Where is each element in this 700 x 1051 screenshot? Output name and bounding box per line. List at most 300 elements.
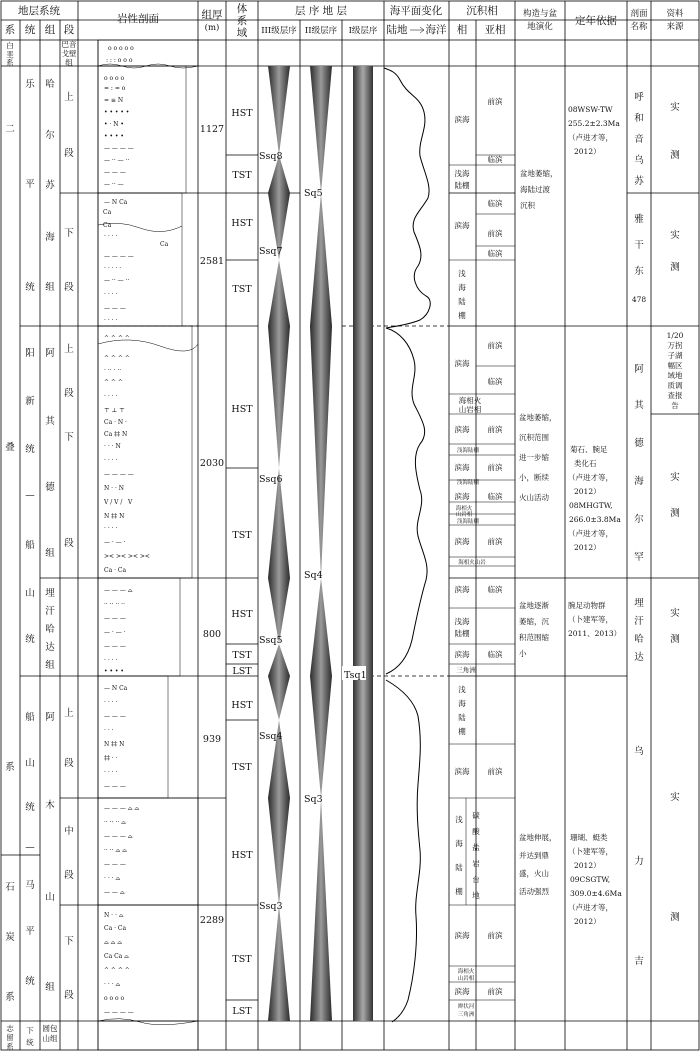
svg-text:（卢进才等，: （卢进才等， (568, 529, 613, 538)
svg-text:·· ·· ·· ⌓: ·· ·· ·· ⌓ (104, 819, 126, 826)
svg-text:新: 新 (25, 396, 35, 407)
header-tract-3: 域 (236, 27, 248, 39)
svg-text:浅: 浅 (458, 269, 466, 278)
svg-text:实: 实 (670, 102, 680, 113)
svg-text:下: 下 (64, 228, 74, 239)
svg-text:滨海: 滨海 (454, 425, 470, 434)
thickness-aqide: 2030 (199, 458, 225, 469)
svg-text:浅海: 浅海 (454, 617, 470, 626)
svg-text:棚: 棚 (458, 727, 466, 736)
svg-text:盆地萎缩，: 盆地萎缩， (519, 413, 557, 422)
svg-text:临滨: 临滨 (487, 377, 503, 386)
svg-text:海: 海 (45, 232, 55, 243)
svg-text:下: 下 (64, 936, 74, 947)
svg-text:· · · ·: · · · · (104, 525, 118, 532)
header-seq1: I级层序 (348, 26, 378, 36)
svg-text:系: 系 (6, 58, 14, 67)
svg-text:HST: HST (231, 218, 253, 229)
svg-text:· · · ⌓: · · · ⌓ (104, 875, 121, 882)
svg-text:系: 系 (6, 1042, 14, 1051)
header-seq2: II级层序 (304, 26, 338, 36)
svg-text:哈: 哈 (45, 624, 55, 635)
svg-text:积范围缩: 积范围缩 (519, 633, 549, 642)
svg-text:= ≡ N: = ≡ N (104, 97, 124, 104)
svg-text:· · · ·: · · · · (104, 393, 118, 400)
svg-text:统: 统 (25, 976, 35, 987)
svg-text:汗: 汗 (634, 616, 644, 627)
svg-text:N ‡‡ N: N ‡‡ N (104, 513, 125, 520)
svg-text:统: 统 (25, 444, 35, 455)
svg-text:东: 东 (634, 266, 644, 277)
svg-text:中: 中 (64, 826, 74, 837)
svg-text:— — — —: — — — — (104, 1009, 134, 1016)
svg-text:478: 478 (631, 295, 647, 304)
svg-text:• • • •: • • • • (104, 133, 124, 140)
svg-text:巴音: 巴音 (61, 40, 77, 49)
svg-text:达: 达 (634, 652, 644, 663)
svg-text:实: 实 (670, 472, 680, 483)
svg-text:08WSW-TW: 08WSW-TW (568, 105, 613, 114)
svg-text:白: 白 (6, 41, 14, 50)
svg-text:· · · · ·: · · · · · (104, 265, 122, 272)
svg-text:雅: 雅 (634, 214, 644, 225)
svg-text:Ca · Ca: Ca · Ca (104, 567, 127, 574)
header-series: 统 (24, 24, 36, 36)
svg-text:HST: HST (231, 108, 253, 119)
svg-text:埋: 埋 (45, 588, 55, 599)
header-source-1: 资料 (666, 9, 684, 19)
svg-text:海: 海 (458, 283, 466, 292)
svg-text:HST: HST (231, 700, 253, 711)
svg-text:· · · ·: · · · · (104, 291, 118, 298)
svg-text:测: 测 (670, 262, 680, 273)
svg-text:沉积范围: 沉积范围 (519, 433, 549, 442)
svg-text:呼: 呼 (634, 92, 644, 103)
svg-text:段: 段 (64, 282, 74, 293)
svg-text:滨海: 滨海 (454, 221, 470, 230)
svg-text:TST: TST (232, 170, 252, 181)
svg-text:珊瑚、蜓类: 珊瑚、蜓类 (570, 833, 608, 842)
svg-text:o o o o o: o o o o o (108, 45, 134, 52)
svg-text:阳: 阳 (25, 348, 35, 359)
svg-text:二: 二 (5, 124, 15, 135)
svg-text:海相火: 海相火 (455, 506, 473, 512)
svg-text:乐: 乐 (25, 79, 35, 90)
svg-text:山: 山 (25, 758, 35, 769)
svg-text:盆地萎缩，: 盆地萎缩， (520, 169, 558, 178)
svg-text:（卢进才等，: （卢进才等， (568, 473, 613, 482)
svg-text:力: 力 (634, 856, 644, 867)
header-thickness-unit: (m) (204, 23, 220, 33)
table-header (5, 2, 684, 39)
header-subfacies: 亚相 (484, 24, 506, 36)
svg-text:HST: HST (231, 850, 253, 861)
header-sequence-strat: 层 序 地 层 (294, 5, 348, 17)
sequence-iii-column (259, 66, 290, 1021)
svg-text:马: 马 (25, 880, 35, 891)
svg-text:段: 段 (64, 538, 74, 549)
svg-text:山: 山 (45, 892, 55, 903)
svg-text:埋: 埋 (634, 598, 644, 609)
svg-text:哈: 哈 (634, 634, 644, 645)
svg-text:· · · ·: · · · · (104, 233, 118, 240)
svg-text:上: 上 (64, 708, 74, 719)
svg-text:— — — ⌓: — — — ⌓ (104, 833, 133, 840)
svg-text:^ ^ ^ ^: ^ ^ ^ ^ (104, 967, 130, 974)
svg-text:三角洲: 三角洲 (456, 666, 476, 674)
seq-sq4: Sq4 (304, 570, 323, 581)
svg-text:陆棚: 陆棚 (454, 181, 470, 190)
header-section-1: 剖面 (630, 9, 648, 19)
svg-text:阿: 阿 (45, 348, 55, 359)
svg-text:前滨: 前滨 (487, 537, 503, 546)
svg-text:TST: TST (232, 954, 252, 965)
svg-text:实: 实 (670, 230, 680, 241)
svg-text:—: — (25, 490, 35, 501)
seq-sq5: Sq5 (304, 188, 323, 199)
svg-text:‡‡ · ·: ‡‡ · · (104, 755, 118, 762)
svg-text:浅海陆棚: 浅海陆棚 (456, 480, 480, 486)
svg-text:海: 海 (455, 839, 463, 848)
svg-text:山: 山 (25, 588, 35, 599)
svg-text:酸: 酸 (472, 827, 480, 836)
svg-text:阿: 阿 (45, 712, 55, 723)
svg-text:— — —: — — — (104, 169, 126, 176)
svg-text:上: 上 (64, 92, 74, 103)
svg-text:TST: TST (232, 762, 252, 773)
svg-text:— — —: — — — (104, 643, 126, 650)
svg-text:HST: HST (231, 609, 253, 620)
svg-text:^ ^ ^: ^ ^ ^ (104, 379, 123, 386)
svg-text:汗: 汗 (45, 606, 55, 617)
svg-text:V: V (128, 499, 133, 506)
sealevel-curve (384, 68, 430, 1022)
svg-text:海相火: 海相火 (457, 969, 475, 975)
svg-text:段: 段 (64, 990, 74, 1001)
svg-text:·· ·· ⌓ ⌓: ·· ·· ⌓ ⌓ (104, 847, 127, 854)
svg-text:山岩相: 山岩相 (458, 405, 482, 414)
svg-text:平: 平 (25, 926, 35, 937)
header-tract-1: 体 (236, 3, 248, 15)
svg-text:盐: 盐 (472, 843, 480, 852)
svg-text:达: 达 (45, 642, 55, 653)
svg-text:· · · ·: · · · · (104, 317, 118, 324)
svg-text:2012）: 2012） (574, 917, 601, 926)
svg-text:系: 系 (5, 762, 15, 773)
svg-text:叠: 叠 (5, 442, 15, 453)
svg-text:陆: 陆 (458, 713, 466, 722)
svg-text:V / V /: V / V / (104, 499, 123, 506)
svg-text:山岩相: 山岩相 (457, 976, 475, 982)
svg-text:木: 木 (45, 800, 55, 811)
svg-text:N ‡‡ N: N ‡‡ N (104, 741, 125, 748)
svg-text:组: 组 (45, 282, 55, 293)
svg-text:TST: TST (232, 530, 252, 541)
svg-text:域地: 域地 (667, 371, 683, 380)
svg-text:实: 实 (670, 792, 680, 803)
seq-ssq3: Ssq3 (259, 901, 283, 912)
svg-text:— — — —: — — — — (104, 145, 134, 152)
thickness-amushan-lower: 2289 (199, 915, 225, 926)
svg-text:前滨: 前滨 (487, 931, 503, 940)
svg-text:— ·· — ··: — ·· — ·· (104, 277, 130, 284)
svg-text:统: 统 (25, 802, 35, 813)
svg-text:山岩相: 山岩相 (455, 512, 473, 518)
svg-text:盆地伸展，: 盆地伸展， (519, 833, 557, 842)
svg-text:滨海: 滨海 (454, 359, 470, 368)
svg-text:志: 志 (6, 1024, 14, 1033)
svg-text:陆棚: 陆棚 (454, 629, 470, 638)
header-lithology: 岩性剖面 (117, 13, 159, 25)
svg-text:2012）: 2012） (574, 487, 601, 496)
svg-text:小: 小 (519, 649, 527, 658)
svg-text:德: 德 (634, 438, 644, 449)
svg-text:活动强烈: 活动强烈 (519, 887, 549, 896)
svg-text:组: 组 (45, 982, 55, 993)
svg-text:留: 留 (6, 1033, 14, 1042)
header-system: 系 (4, 24, 16, 36)
header-land: 陆地 (386, 24, 408, 36)
svg-text:上: 上 (64, 344, 74, 355)
svg-text:浅: 浅 (458, 685, 466, 694)
svg-text:德: 德 (45, 482, 55, 493)
svg-text:— — —: — — — (104, 783, 126, 790)
svg-text:类化石: 类化石 (574, 459, 597, 468)
svg-text:LST: LST (232, 1006, 252, 1017)
header-group: 组 (44, 24, 56, 36)
svg-text:组: 组 (45, 660, 55, 671)
thickness-harsu-lower: 2581 (199, 256, 225, 267)
svg-text:前滨: 前滨 (487, 97, 503, 106)
svg-text:— — —: — — — (104, 615, 126, 622)
svg-text:台: 台 (472, 875, 480, 884)
svg-text:海相火山岩: 海相火山岩 (458, 560, 486, 566)
svg-text:幅区: 幅区 (667, 361, 683, 370)
svg-text:海: 海 (458, 699, 466, 708)
svg-text:浅: 浅 (455, 815, 463, 824)
svg-text:— · — ·: — · — · (104, 629, 126, 636)
svg-text:棚: 棚 (455, 887, 463, 896)
svg-text:盛，火山: 盛，火山 (519, 869, 549, 878)
seq-ssq6: Ssq6 (259, 474, 283, 485)
svg-text:1/20: 1/20 (666, 331, 684, 340)
svg-text:Ca: Ca (160, 241, 169, 248)
svg-text:— — — —: — — — — (104, 253, 134, 260)
svg-text:菊石、腕足: 菊石、腕足 (570, 445, 608, 454)
header-seq3: III级层序 (261, 26, 297, 36)
svg-text:告: 告 (671, 401, 679, 410)
svg-text:实: 实 (670, 608, 680, 619)
svg-text:— — —: — — — (104, 861, 126, 868)
svg-text:尔: 尔 (634, 514, 644, 525)
svg-text:前滨: 前滨 (487, 341, 503, 350)
header-section-2: 名称 (630, 22, 648, 32)
svg-text:海相火: 海相火 (458, 396, 482, 405)
svg-text:前滨: 前滨 (487, 463, 503, 472)
svg-text:Ca · N ·: Ca · N · (104, 419, 127, 426)
svg-text:查报: 查报 (667, 391, 683, 400)
svg-text:苏: 苏 (45, 180, 55, 191)
svg-text:• · N •: • · N • (104, 121, 124, 128)
svg-text:临滨: 临滨 (487, 249, 503, 258)
svg-text:山组: 山组 (42, 1034, 58, 1043)
svg-text:前滨: 前滨 (487, 987, 503, 996)
header-facies: 相 (456, 24, 468, 36)
svg-text:临滨: 临滨 (487, 492, 503, 501)
svg-text:陆: 陆 (458, 297, 466, 306)
svg-text:• • • • •: • • • • • (104, 109, 130, 116)
header-sed-facies: 沉积相 (466, 5, 498, 17)
svg-text:TST: TST (232, 284, 252, 295)
svg-text:统: 统 (25, 282, 35, 293)
svg-text:组: 组 (65, 58, 73, 67)
svg-text:—: — (25, 842, 35, 853)
svg-text:船: 船 (25, 712, 35, 723)
svg-text:和: 和 (634, 113, 644, 124)
svg-text:09CSGTW,: 09CSGTW, (570, 875, 611, 884)
svg-text:临滨: 临滨 (487, 155, 503, 164)
svg-text:组: 组 (45, 548, 55, 559)
svg-text:· · · ·: · · · · (104, 699, 118, 706)
svg-text:· · · ·: · · · · (104, 657, 118, 664)
svg-text:浅海陆棚: 浅海陆棚 (456, 519, 480, 525)
header-source-2: 来源 (666, 22, 684, 32)
svg-text:乌: 乌 (634, 155, 644, 166)
svg-text:浅海陆棚: 浅海陆棚 (456, 448, 480, 454)
svg-text:滨海: 滨海 (454, 767, 470, 776)
svg-text:N · · N: N · · N (104, 485, 125, 492)
svg-text:— ·· —: — ·· — (104, 181, 124, 188)
svg-text:戈壁: 戈壁 (61, 49, 77, 58)
svg-text:· · · ·: · · · · (104, 769, 118, 776)
svg-text:段: 段 (64, 388, 74, 399)
systems-tract-column (226, 108, 258, 1017)
svg-text:⌓ ⌓ ⌓: ⌓ ⌓ ⌓ (104, 939, 123, 946)
svg-text:测: 测 (670, 634, 680, 645)
svg-text:⊤ ⊥ ⊤: ⊤ ⊥ ⊤ (104, 407, 125, 414)
svg-text:· · · N: · · · N (104, 443, 121, 450)
sequence-i-column (342, 66, 373, 1021)
seq-ssq5: Ssq5 (259, 635, 283, 646)
svg-text:— — —: — — — (104, 305, 126, 312)
svg-text:— ·· — ··: — ·· — ·· (104, 157, 130, 164)
svg-text:吉: 吉 (634, 956, 644, 967)
header-tectonic-2: 地演化 (527, 22, 553, 32)
svg-text:质调: 质调 (667, 381, 683, 390)
svg-text:碳: 碳 (472, 811, 480, 820)
svg-text:段: 段 (64, 758, 74, 769)
svg-text:N · · ⌓: N · · ⌓ (104, 912, 124, 919)
svg-text:海陆过渡: 海陆过渡 (520, 185, 550, 194)
svg-text:^ ^ ^ ^: ^ ^ ^ ^ (104, 355, 130, 362)
svg-text:盆地逐渐: 盆地逐渐 (519, 601, 549, 610)
svg-text:临滨: 临滨 (487, 199, 503, 208)
svg-text:: : : o o o: : : : o o o (106, 57, 133, 64)
lithology-column (98, 40, 198, 1050)
svg-text:下: 下 (26, 1026, 34, 1035)
svg-text:进一步缩: 进一步缩 (519, 453, 549, 462)
svg-text:滨海: 滨海 (454, 537, 470, 546)
svg-text:并达到鼎: 并达到鼎 (519, 851, 549, 860)
svg-text:255.2±2.3Ma: 255.2±2.3Ma (568, 119, 620, 128)
svg-text:309.0±4.6Ma: 309.0±4.6Ma (570, 889, 622, 898)
svg-text:（卜建军等，: （卜建军等， (568, 847, 613, 856)
svg-text:炭: 炭 (5, 932, 15, 943)
svg-text:（卜建军等，: （卜建军等， (568, 615, 613, 624)
svg-text:LST: LST (232, 666, 252, 677)
svg-text:滨海: 滨海 (454, 463, 470, 472)
sequence-ii-column (304, 66, 332, 1021)
svg-text:前滨: 前滨 (487, 425, 503, 434)
svg-text:段: 段 (64, 870, 74, 881)
svg-text:— N Ca: — N Ca (104, 685, 128, 692)
svg-text:音: 音 (634, 134, 644, 145)
svg-text:其: 其 (45, 416, 55, 427)
seq-ssq8: Ssq8 (259, 151, 283, 162)
svg-text:滨海: 滨海 (454, 650, 470, 659)
svg-text:哈: 哈 (45, 79, 55, 90)
svg-text:岩: 岩 (472, 859, 480, 868)
svg-text:· · · ·: · · · · (104, 457, 118, 464)
svg-text:= : = o: = : = o (104, 85, 126, 92)
svg-text:— — — ⌓: — — — ⌓ (104, 587, 133, 594)
svg-text:2012）: 2012） (574, 147, 601, 156)
svg-text:• • • •: • • • • (104, 668, 124, 675)
svg-text:石: 石 (5, 882, 15, 893)
svg-text:地: 地 (472, 891, 480, 900)
svg-text:尔: 尔 (45, 130, 55, 141)
svg-text:腕足动物群: 腕足动物群 (568, 601, 606, 610)
header-sealevel: 海平面变化 (389, 5, 443, 17)
header-dating: 定年依据 (575, 15, 617, 27)
seq-ssq7: Ssq7 (259, 246, 283, 257)
header-tectonic-1: 构造与盆 (522, 9, 558, 19)
svg-text:统: 统 (25, 634, 35, 645)
svg-text:>< >< >< ><: >< >< >< >< (104, 553, 150, 560)
svg-text:萎缩，沉: 萎缩，沉 (519, 617, 549, 626)
header-ocean: 海洋 (425, 24, 447, 36)
seq-sq3: Sq3 (304, 794, 323, 805)
svg-text:下: 下 (64, 432, 74, 443)
seq-ssq4: Ssq4 (259, 731, 283, 742)
svg-text:滨海: 滨海 (454, 931, 470, 940)
svg-text:— — —: — — — (104, 713, 126, 720)
thickness-column (200, 124, 224, 926)
svg-text:（卢进才等，: （卢进才等， (568, 133, 613, 142)
thickness-maihan: 800 (202, 629, 222, 640)
svg-text:Ca ‡‡ N: Ca ‡‡ N (104, 431, 128, 438)
svg-text:Ca Ca ⌓: Ca Ca ⌓ (104, 953, 129, 960)
svg-text:HST: HST (231, 404, 253, 415)
header-tract-2: 系 (236, 15, 248, 27)
header-member: 段 (63, 24, 75, 36)
svg-text:TST: TST (232, 650, 252, 661)
svg-text:苏: 苏 (634, 176, 644, 187)
svg-text:滨海: 滨海 (454, 585, 470, 594)
svg-text:Ca: Ca (103, 222, 112, 229)
thickness-amushan-upper: 939 (202, 734, 222, 745)
svg-text:— — ⌓: — — ⌓ (104, 889, 125, 896)
svg-text:海: 海 (634, 476, 644, 487)
svg-text:船: 船 (25, 540, 35, 551)
svg-text:— · — ·: — · — · (104, 539, 126, 546)
svg-text:2012）: 2012） (574, 543, 601, 552)
svg-text:火山活动: 火山活动 (519, 493, 549, 502)
svg-text:前滨: 前滨 (487, 767, 503, 776)
svg-text:测: 测 (670, 508, 680, 519)
svg-text:临滨: 临滨 (487, 585, 503, 594)
thickness-harsu-upper: 1127 (199, 124, 225, 135)
